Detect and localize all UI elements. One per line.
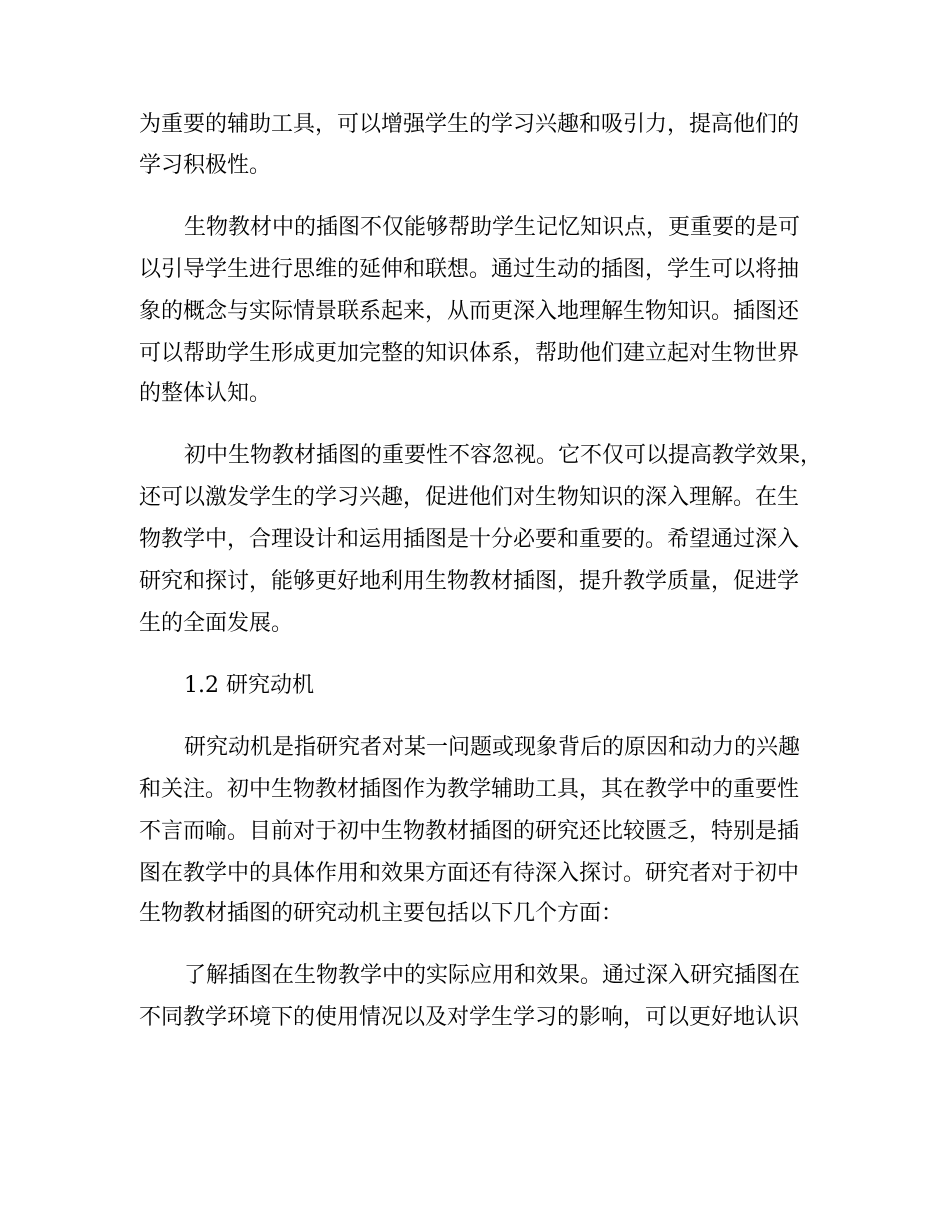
section-heading: 1.2 研究动机 bbox=[184, 673, 314, 698]
paragraph-line: 生物教材中的插图不仅能够帮助学生记忆知识点，更重要的是可 bbox=[184, 215, 801, 240]
paragraph-line: 研究动机是指研究者对某一问题或现象背后的原因和动力的兴趣 bbox=[184, 735, 801, 760]
paragraph-line: 的整体认知。 bbox=[139, 381, 272, 406]
paragraph-line: 不同教学环境下的使用情况以及对学生学习的影响，可以更好地认识 bbox=[139, 1005, 800, 1030]
paragraph-line: 象的概念与实际情景联系起来，从而更深入地理解生物知识。插图还 bbox=[139, 299, 800, 324]
paragraph-line: 了解插图在生物教学中的实际应用和效果。通过深入研究插图在 bbox=[184, 963, 801, 988]
paragraph-line: 为重要的辅助工具，可以增强学生的学习兴趣和吸引力，提高他们的 bbox=[139, 112, 800, 137]
paragraph-line: 学习积极性。 bbox=[139, 153, 272, 178]
paragraph-line: 研究和探讨，能够更好地利用生物教材插图，提升教学质量，促进学 bbox=[139, 569, 800, 594]
paragraph-line: 和关注。初中生物教材插图作为教学辅助工具，其在教学中的重要性 bbox=[139, 777, 800, 802]
paragraph-line: 生物教材插图的研究动机主要包括以下几个方面： bbox=[139, 901, 624, 926]
paragraph-line: 还可以激发学生的学习兴趣，促进他们对生物知识的深入理解。在生 bbox=[139, 485, 800, 510]
paragraph-line: 不言而喻。目前对于初中生物教材插图的研究还比较匮乏，特别是插 bbox=[139, 819, 800, 844]
paragraph-line: 物教学中，合理设计和运用插图是十分必要和重要的。希望通过深入 bbox=[139, 527, 800, 552]
paragraph-line: 生的全面发展。 bbox=[139, 611, 294, 636]
paragraph-line: 以引导学生进行思维的延伸和联想。通过生动的插图，学生可以将抽 bbox=[139, 257, 800, 282]
paragraph-line: 图在教学中的具体作用和效果方面还有待深入探讨。研究者对于初中 bbox=[139, 861, 800, 886]
paragraph-line: 初中生物教材插图的重要性不容忽视。它不仅可以提高教学效果， bbox=[184, 443, 823, 468]
paragraph-line: 可以帮助学生形成更加完整的知识体系，帮助他们建立起对生物世界 bbox=[139, 341, 800, 366]
